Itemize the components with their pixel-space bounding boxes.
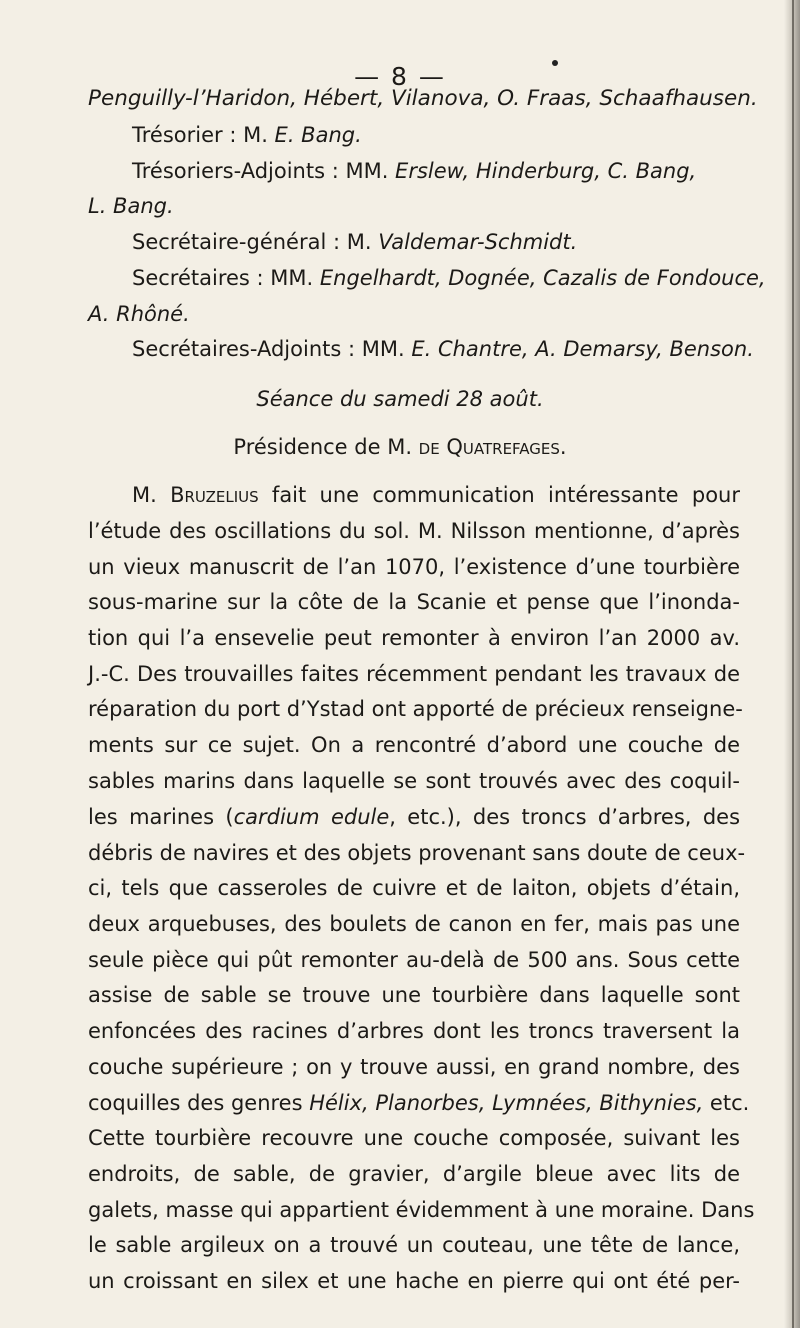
tresorier-label: Trésorier : M.	[132, 123, 275, 147]
secretaires-adjoints-names: E. Chantre, A. Demarsy, Benson.	[411, 337, 754, 361]
secretaires-cont: A. Rhôné.	[88, 302, 190, 326]
body-line-1	[132, 480, 740, 510]
tresoriers-adjoints-cont: L. Bang.	[88, 194, 174, 218]
body-line-4: sous-marine sur la côte de la Scanie et pense que l’inonda-	[88, 590, 740, 614]
body-line-8: ments sur ce sujet. On a rencontré d’abord une couche de	[88, 733, 740, 757]
species-genres: Hélix, Planorbes, Lymnées, Bithynies,	[309, 1091, 704, 1115]
body-line-10	[88, 802, 740, 832]
secretaire-general-line	[132, 227, 577, 257]
presidence-de: de	[418, 435, 447, 459]
body-line-18-a: coquilles des genres	[88, 1091, 310, 1115]
body-line-1-rest: fait une communication intéressante pour	[258, 483, 740, 507]
species-cardium: cardium edule	[233, 805, 390, 829]
secretaires-line	[132, 263, 766, 293]
tresorier-line	[132, 120, 362, 150]
body-line-22: le sable argileux on a trouvé un couteau, une tête de lance,	[88, 1233, 740, 1257]
body-line-18-b: etc.	[703, 1091, 750, 1115]
secretaires-adjoints-line	[132, 334, 754, 364]
body-line-14: seule pièce qui pût remonter au-delà de 500 ans. Sous cette	[88, 948, 740, 972]
body-line-21: galets, masse qui appartient évidemment à une moraine. Dans	[88, 1198, 755, 1222]
body-line-11: débris de navires et des objets provenant sans doute de ceux-	[88, 841, 746, 865]
tresoriers-adjoints-line	[132, 156, 696, 186]
body-line-15: assise de sable se trouve une tourbière dans laquelle sont	[88, 983, 740, 1007]
body-line-7: réparation du port d’Ystad ont apporté de précieux renseigne-	[88, 697, 743, 721]
secretaire-general-name: Valdemar-Schmidt.	[378, 230, 578, 254]
body-line-16: enfoncées des racines d’arbres dont les troncs traversent la	[88, 1019, 740, 1043]
body-line-20: endroits, de sable, de gravier, d’argile bleue avec lits de	[88, 1162, 740, 1186]
tresoriers-adjoints-names: Erslew, Hinderburg, C. Bang,	[395, 159, 697, 183]
body-line-13: deux arquebuses, des boulets de canon en fer, mais pas une	[88, 912, 740, 936]
session-title: Séance du samedi 28 août.	[256, 387, 544, 411]
body-line-10-b: , etc.), des troncs d’arbres, des	[389, 805, 741, 829]
page-number: — 8 —	[354, 62, 446, 91]
presidence-prefix: Présidence de M.	[233, 435, 419, 459]
presidence-line	[0, 432, 800, 462]
body-line-9: sables marins dans laquelle se sont trouvés avec des coquil-	[88, 769, 740, 793]
presidence-name: Quatrefages.	[446, 435, 567, 459]
secretaire-general-label: Secrétaire-général : M.	[132, 230, 379, 254]
body-line-3: un vieux manuscrit de l’an 1070, l’existence d’une tourbière	[88, 555, 740, 579]
body-line-18	[88, 1088, 750, 1118]
officers-line-1: Penguilly-l’Haridon, Hébert, Vilanova, O. Fraas, Schaafhausen.	[88, 86, 758, 111]
body-line-2: l’étude des oscillations du sol. M. Nilsson mentionne, d’après	[88, 519, 740, 543]
tresorier-name: E. Bang.	[274, 123, 362, 147]
secretaires-names: Engelhardt, Dognée, Cazalis de Fondouce,	[319, 266, 766, 290]
page-edge-line	[792, 0, 794, 1328]
speaker-name: M. Bruzelius	[132, 483, 259, 507]
body-line-12: ci, tels que casseroles de cuivre et de laiton, objets d’étain,	[88, 876, 740, 900]
body-line-17: couche supérieure ; on y trouve aussi, en grand nombre, des	[88, 1055, 740, 1079]
body-line-23: un croissant en silex et une hache en pierre qui ont été per-	[88, 1269, 740, 1293]
tresoriers-adjoints-label: Trésoriers-Adjoints : MM.	[132, 159, 396, 183]
body-line-10-a: les marines (	[88, 805, 234, 829]
body-line-6: J.-C. Des trouvailles faites récemment pendant les travaux de	[88, 662, 740, 686]
secretaires-adjoints-label: Secrétaires-Adjoints : MM.	[132, 337, 412, 361]
secretaires-label: Secrétaires : MM.	[132, 266, 320, 290]
body-line-5: tion qui l’a ensevelie peut remonter à environ l’an 2000 av.	[88, 626, 740, 650]
body-line-19: Cette tourbière recouvre une couche composée, suivant les	[88, 1126, 740, 1150]
